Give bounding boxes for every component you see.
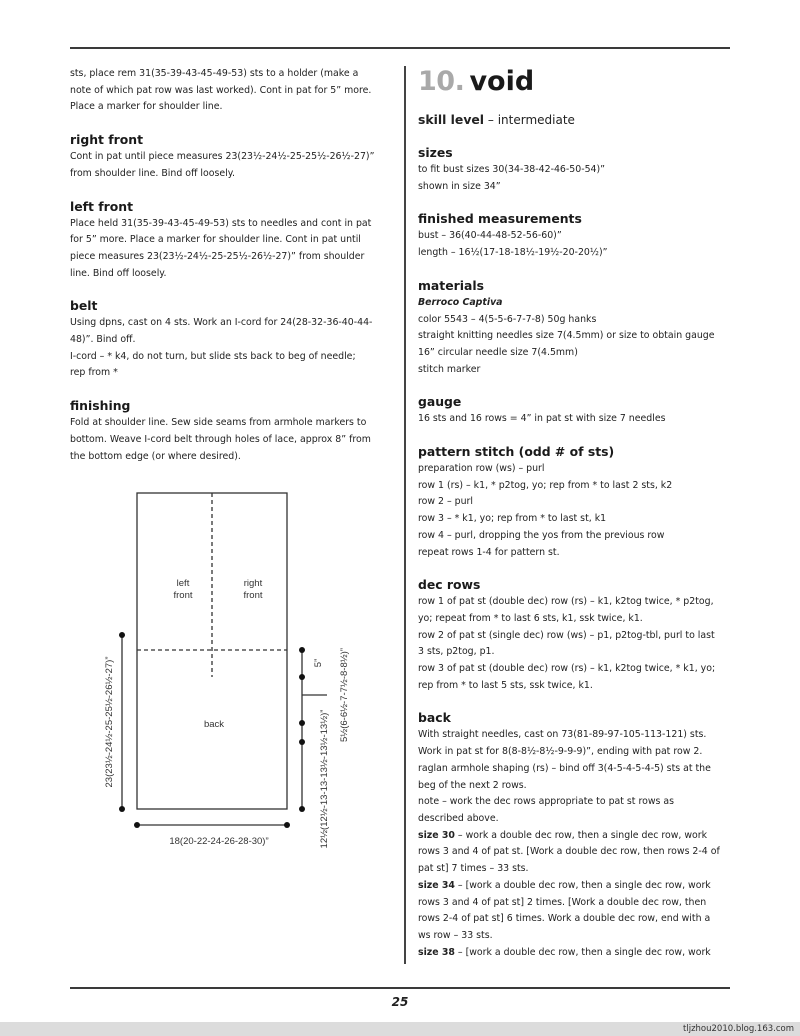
section-left-front <box>70 198 395 283</box>
body-line: piece measures 23(23½-24½-25-25½-26½-27)” from shoulder <box>70 250 365 262</box>
bottom-rule <box>70 987 730 989</box>
body-line: repeat rows 1-4 for pattern st. <box>418 546 560 558</box>
right-column <box>418 66 733 961</box>
page-number: 25 <box>391 995 409 1009</box>
body-line: rows 3 and 4 of pat st. [Work a double dec row, then rows 2-4 of <box>418 846 720 858</box>
section-heading: materials <box>418 277 484 293</box>
footer-bar <box>0 1022 800 1036</box>
body-line: With straight needles, cast on 73(81-89-97-105-113-121) sts. <box>418 729 707 741</box>
section-sizes <box>418 144 733 195</box>
body-line: rep from * <box>70 367 118 379</box>
section-heading: finished measurements <box>418 211 582 227</box>
dim-dot <box>299 674 305 680</box>
intro-line: note of which pat row was last worked). Cont in pat for 5” more. <box>70 84 372 96</box>
body-line: row 3 – * k1, yo; rep from * to last st, k1 <box>418 513 607 525</box>
section-heading: back <box>418 710 451 726</box>
section-heading: right front <box>70 132 144 148</box>
body-line: yo; repeat from * to last 6 sts, k1, ssk twice, k1. <box>418 612 643 624</box>
body-line: I-cord – * k4, do not turn, but slide sts back to beg of needle; <box>70 350 356 362</box>
column-divider <box>404 66 406 964</box>
section-heading: gauge <box>418 394 462 410</box>
body-text: – [work a double dec row, then a single dec row, work <box>454 946 711 958</box>
dim-dot <box>119 806 125 812</box>
armhole-label: 5½(6-6½-7-7½-8-8½)” <box>339 648 350 742</box>
skill-label: skill level <box>418 112 485 127</box>
watermark-text: tljzhou2010.blog.163.com <box>683 1024 794 1034</box>
size-38-line <box>418 945 733 962</box>
section-measurements <box>418 210 733 261</box>
size-label: size 34 <box>418 879 455 891</box>
body-line: color 5543 – 4(5-5-6-7-7-8) 50g hanks <box>418 313 597 325</box>
right-front-label: front <box>243 590 263 601</box>
section-back <box>418 709 733 961</box>
left-front-label: front <box>173 590 193 601</box>
intro-line: sts, place rem 31(35-39-43-45-49-53) sts to a holder (make a <box>70 68 359 79</box>
body-line: bust – 36(40-44-48-52-56-60)” <box>418 230 562 242</box>
body-line: rows 2-4 of pat st] 6 times. Work a double dec row, end with a <box>418 913 711 925</box>
section-belt <box>70 297 395 382</box>
intro-text <box>70 66 395 116</box>
yarn-name: Berroco Captiva <box>418 296 503 308</box>
section-dec-rows <box>418 576 733 694</box>
body-line: Cont in pat until piece measures 23(23½-24½-25-25½-26½-27)” <box>70 151 375 163</box>
section-heading: dec rows <box>418 577 481 593</box>
body-line: described above. <box>418 812 499 824</box>
body-line: to fit bust sizes 30(34-38-42-46-50-54)” <box>418 164 606 175</box>
section-gauge <box>418 393 733 428</box>
body-line: bottom. Weave I-cord belt through holes of lace, approx 8” from <box>70 433 371 445</box>
body-line: rep from * to last 5 sts, ssk twice, k1. <box>418 679 593 691</box>
dim-dot <box>134 822 140 828</box>
size-34-line <box>418 878 733 895</box>
dim-dot <box>299 647 305 653</box>
body-line: pat st] 7 times – 33 sts. <box>418 863 529 875</box>
body-text: – [work a double dec row, then a single dec row, work <box>454 879 711 891</box>
body-line: Work in pat st for 8(8-8½-8½-9-9-9)”, ending with pat row 2. <box>418 746 703 758</box>
body-line: 16” circular needle size 7(4.5mm) <box>418 346 578 358</box>
section-pattern-stitch <box>418 443 733 561</box>
lower-length-label: 12½(12½-13-13-13½-13½-13½)” <box>319 709 330 849</box>
length-label: 23(23½-24½-25-25½-26½-27)” <box>104 656 115 788</box>
section-heading: pattern stitch (odd # of sts) <box>418 444 615 460</box>
body-line: row 4 – purl, dropping the yos from the previous row <box>418 529 665 541</box>
body-line: ws row – 33 sts. <box>418 929 493 941</box>
body-line: 48)”. Bind off. <box>70 334 136 346</box>
dim-dot <box>284 822 290 828</box>
section-heading: left front <box>70 198 134 214</box>
section-heading: belt <box>70 298 98 314</box>
size-label: size 38 <box>418 946 455 958</box>
section-heading: sizes <box>418 145 453 160</box>
body-line: line. Bind off loosely. <box>70 267 167 279</box>
body-line: note – work the dec rows appropriate to pat st rows as <box>418 796 675 808</box>
dim-dot <box>299 720 305 726</box>
size-label: size 30 <box>418 829 455 841</box>
top-rule <box>70 47 730 49</box>
left-front-label: left <box>176 578 190 589</box>
section-heading: finishing <box>70 398 131 414</box>
body-line: stitch marker <box>418 363 481 375</box>
body-line: row 1 of pat st (double dec) row (rs) – k1, k2tog twice, * p2tog, <box>418 596 714 608</box>
section-finishing <box>70 397 395 465</box>
body-line: Fold at shoulder line. Sew side seams from armhole markers to <box>70 417 367 429</box>
back-label: back <box>203 719 225 730</box>
body-line: row 2 – purl <box>418 496 473 508</box>
body-line: Using dpns, cast on 4 sts. Work an I-cord for 24(28-32-36-40-44- <box>70 317 373 329</box>
body-line: 3 sts, p2tog, p1. <box>418 646 495 658</box>
body-line: preparation row (ws) – purl <box>418 463 545 475</box>
skill-level <box>418 111 733 129</box>
pattern-name: void <box>469 66 535 97</box>
shoulder-label: 5” <box>313 658 324 668</box>
dim-dot <box>299 739 305 745</box>
size-30-line <box>418 828 733 845</box>
body-line: the bottom edge (or where desired). <box>70 450 241 462</box>
body-line: rows 3 and 4 of pat st] 2 times. [Work a double dec row, then <box>418 896 707 908</box>
body-line: row 1 (rs) – k1, * p2tog, yo; rep from * to last 2 sts, k2 <box>418 479 673 491</box>
right-front-label: right <box>243 578 263 589</box>
width-label: 18(20-22-24-26-28-30)” <box>169 836 269 847</box>
body-line: row 3 of pat st (double dec) row (rs) – k1, k2tog twice, * k1, yo; <box>418 663 716 675</box>
body-line: beg of the next 2 rows. <box>418 779 527 791</box>
pattern-title <box>418 66 733 106</box>
section-materials <box>418 277 733 379</box>
body-line: for 5” more. Place a marker for shoulder line. Cont in pat until <box>70 234 361 246</box>
body-line: row 2 of pat st (single dec) row (ws) – p1, p2tog-tbl, purl to last <box>418 629 715 641</box>
body-line: shown in size 34” <box>418 180 501 192</box>
pattern-number: 10. <box>418 66 465 97</box>
dim-dot <box>119 632 125 638</box>
intro-line: Place a marker for shoulder line. <box>70 101 223 113</box>
body-line: Place held 31(35-39-43-45-49-53) sts to needles and cont in pat <box>70 217 372 229</box>
section-right-front <box>70 131 395 182</box>
garment-schematic <box>95 485 365 855</box>
left-column <box>70 66 395 465</box>
body-line: from shoulder line. Bind off loosely. <box>70 167 235 179</box>
body-line: raglan armhole shaping (rs) – bind off 3(4-5-4-5-4-5) sts at the <box>418 762 711 774</box>
body-line: length – 16½(17-18-18½-19½-20-20½)” <box>418 247 608 259</box>
skill-value: – intermediate <box>484 113 575 127</box>
body-text: – work a double dec row, then a single dec row, work <box>454 829 708 841</box>
body-line: 16 sts and 16 rows = 4” in pat st with size 7 needles <box>418 413 666 425</box>
body-line: straight knitting needles size 7(4.5mm) or size to obtain gauge <box>418 330 715 342</box>
dim-dot <box>299 806 305 812</box>
